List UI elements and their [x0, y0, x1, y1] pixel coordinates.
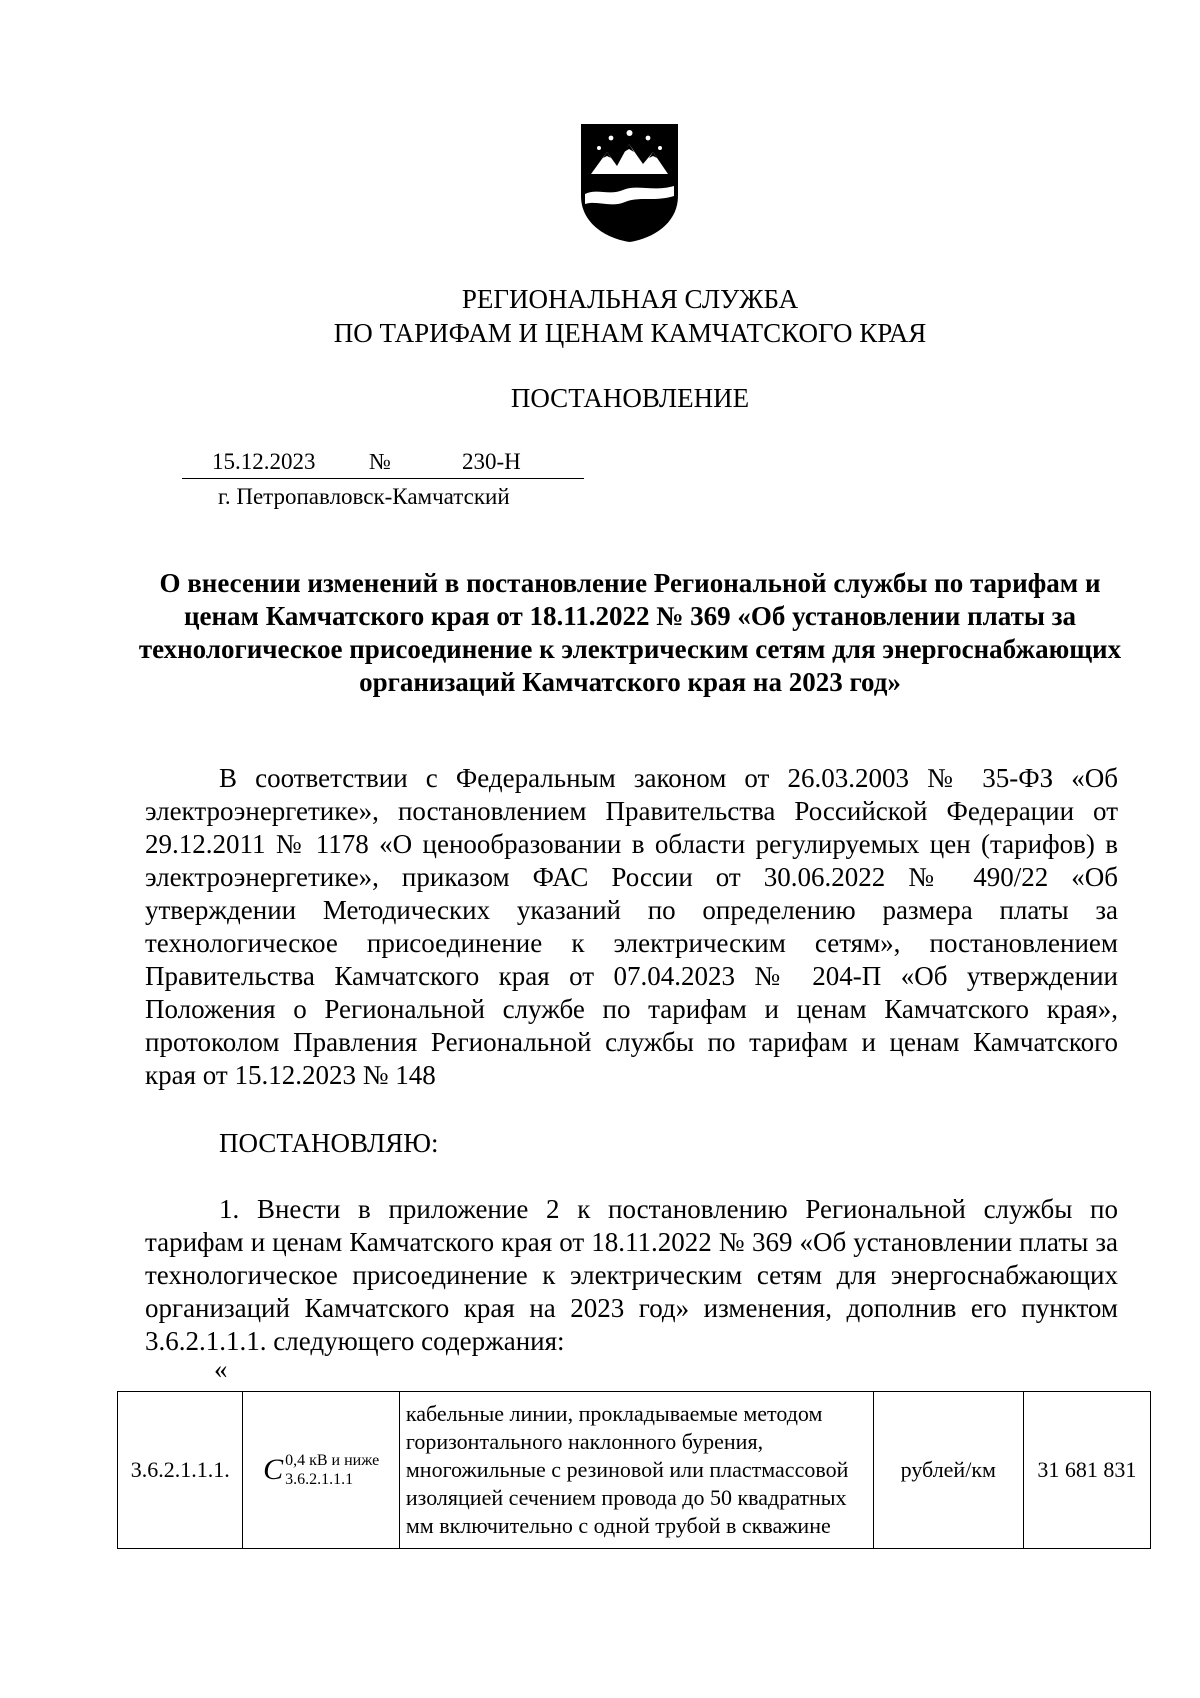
coat-of-arms-icon	[577, 118, 682, 244]
cell-value: 31 681 831	[1023, 1392, 1150, 1549]
date-number-line	[182, 448, 584, 479]
document-title: О внесении изменений в постановление Региональной службы по тарифам и ценам Камчатского края от 18.11.2022 № 369 «Об установлении платы за технологическое присоединение к электрическим сетям для энергоснабжающих организаций Камчатского края на 2023 год»	[138, 568, 1122, 697]
number-sign: №	[369, 449, 391, 474]
tariff-table	[117, 1391, 1151, 1549]
cell-unit: рублей/км	[873, 1392, 1023, 1549]
cell-description: кабельные линии, прокладываемые методом горизонтального наклонного бурения, многожильные с резиновой или пластмассовой изоляцией сечением провода до 50 квадратных мм включительно с одной трубой в скважине	[399, 1392, 873, 1549]
document-type: ПОСТАНОВЛЕНИЕ	[510, 383, 750, 413]
symbol-scripts	[285, 1451, 379, 1489]
opening-quote: «	[214, 1354, 228, 1384]
table-row	[118, 1392, 1151, 1549]
agency-name-line2: ПО ТАРИФАМ И ЦЕНАМ КАМЧАТСКОГО КРАЯ	[333, 318, 927, 348]
cell-symbol	[243, 1392, 400, 1549]
symbol-subscript: 3.6.2.1.1.1	[285, 1471, 354, 1488]
cell-code: 3.6.2.1.1.1.	[118, 1392, 243, 1549]
agency-name-line1: РЕГИОНАЛЬНАЯ СЛУЖБА	[461, 284, 799, 314]
rate-symbol	[263, 1451, 379, 1489]
city: г. Петропавловск-Камчатский	[218, 484, 510, 509]
symbol-superscript: 0,4 кВ и ниже	[285, 1452, 380, 1469]
document-date: 15.12.2023	[212, 449, 316, 474]
resolve-heading: ПОСТАНОВЛЯЮ:	[219, 1128, 439, 1158]
preamble-paragraph: В соответствии с Федеральным законом от 26.03.2003 № 35-ФЗ «Об электроэнергетике», постановлением Правительства Российской Федерации от 29.12.2011 № 1178 «О ценообразовании в области регулируемых цен (тарифов) в электроэнергетике», приказом ФАС России от 30.06.2022 № 490/22 «Об утверждении Методических указаний по определению размера платы за технологическое присоединение к электрическим сетям», постановлением Правительства Камчатского края от 07.04.2023 № 204-П «Об утверждении Положения о Региональной службе по тарифам и ценам Камчатского края», протоколом Правления Региональной службы по тарифам и ценам Камчатского края от 15.12.2023 № 148	[145, 763, 1118, 1090]
document-number: 230-Н	[462, 449, 521, 474]
symbol-main: C	[263, 1453, 284, 1486]
item-1-paragraph: 1. Внести в приложение 2 к постановлению Региональной службы по тарифам и ценам Камчатского края от 18.11.2022 № 369 «Об установлении платы за технологическое присоединение к электрическим сетям для энергоснабжающих организаций Камчатского края на 2023 год» изменения, дополнив его пунктом 3.6.2.1.1.1. следующего содержания:	[145, 1194, 1118, 1356]
